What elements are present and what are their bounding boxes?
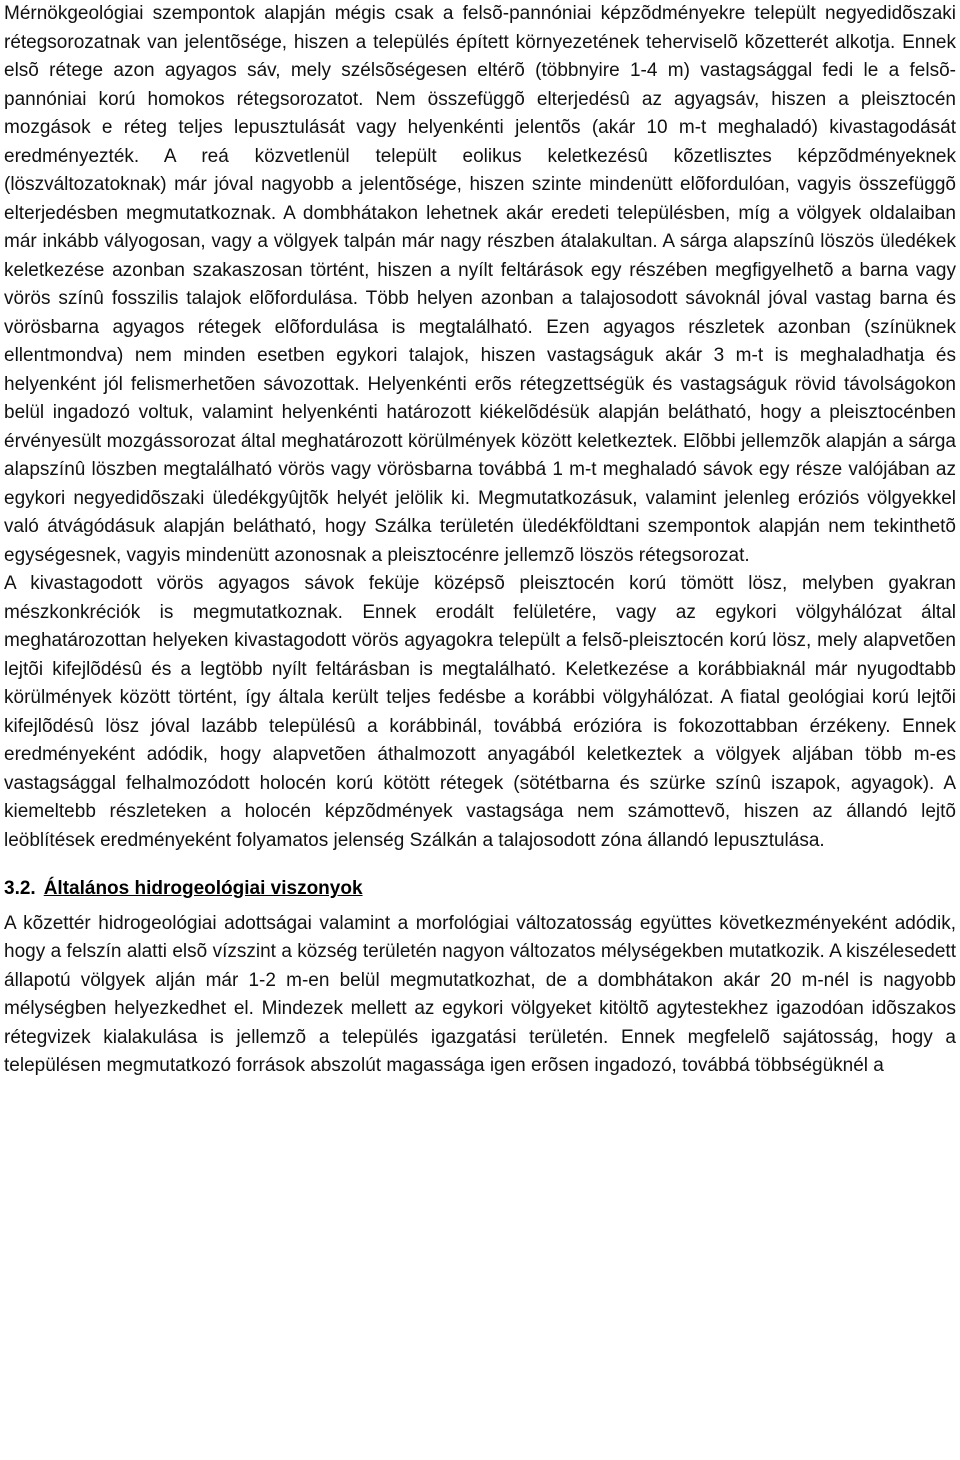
section-title: Általános hidrogeológiai viszonyok (43, 878, 363, 899)
section-number: 3.2. (4, 878, 36, 899)
section-heading (4, 875, 956, 904)
body-paragraph-2: A kivastagodott vörös agyagos sávok feküje középsõ pleisztocén korú tömött lösz, melyben gyakran mészkonkréciók is megmutatkoznak. Ennek erodált felületére, vagy az egykori völgyhálózat által meghatározottan helyeken kivastagodott vörös agyagokra települt a felsõ-pleisztocén korú lösz, mely alapvetõen lejtõi kifejlõdésû és a legtöbb nyílt feltárásban is megtalálható. Keletkezése a korábbiaknál már nyugodtabb körülmények között történt, így általa került teljes fedésbe a korábbi völgyhálózat. A fiatal geológiai korú lejtõi kifejlõdésû lösz jóval lazább településû a korábbinál, továbbá erózióra is fokozottabban érzékeny. Ennek eredményeként adódik, hogy alapvetõen áthalmozott anyagából keletkeztek a völgyek aljában több m-es vastagsággal felhalmozódott holocén korú kötött rétegek (sötétbarna és szürke színû iszapok, agyagok). A kiemeltebb részleteken a holocén képzõdmények vastagsága nem számottevõ, hiszen az állandó lejtõ leöblítések eredményeként folyamatos jelenség Szálkán a talajosodott zóna állandó lepusztulása. (4, 573, 956, 851)
body-paragraph-1: Mérnökgeológiai szempontok alapján mégis csak a felsõ-pannóniai képzõdményekre települt negyedidõszaki rétegsorozatnak van jelentõsége, hiszen a település épített környezetének teherviselõ kõzetterét alkotja. Ennek elsõ rétege azon agyagos sáv, mely szélsõségesen eltérõ (többnyire 1-4 m) vastagsággal fedi le a felsõ-pannóniai korú homokos rétegsorozatot. Nem összefüggõ elterjedésû az agyagsáv, hiszen a pleisztocén mozgások e réteg teljes lepusztulását vagy helyenkénti jelentõs (akár 10 m-t meghaladó) kivastagodását eredményezték. A reá közvetlenül települt eolikus keletkezésû kõzetlisztes képzõdményeknek (löszváltozatoknak) már jóval nagyobb a jelentõsége, hiszen szinte mindenütt elõfordulóan, vagyis összefüggõ elterjedésben megmutatkoznak. A dombhátakon lehetnek akár eredeti településben, míg a völgyek oldalaiban már inkább vályogosan, vagy a völgyek talpán már nagy részben átalakultan. A sárga alapszínû löszös üledékek keletkezése azonban szakaszosan történt, hiszen a nyílt feltárások egy részében megfigyelhetõ a barna vagy vörös színû fosszilis talajok elõfordulása. Több helyen azonban a talajosodott sávoknál jóval vastag barna és vörösbarna agyagos rétegek elõfordulása is megtalálható. Ezen agyagos részletek azonban (színüknek ellentmondva) nem minden esetben egykori talajok, hiszen vastagságuk akár 3 m-t is meghaladhatja és helyenként jól felismerhetõen sávozottak. Helyenkénti erõs rétegzettségük és vastagságuk rövid távolságokon belül ingadozó voltuk, valamint helyenkénti határozott kiékelõdésük alapján belátható, hogy a pleisztocénben érvényesült mozgássorozat által meghatározott körülmények között keletkeztek. Elõbbi jellemzõk alapján a sárga alapszínû löszben megtalálható vörös vagy vörösbarna továbbá 1 m-t meghaladó sávok egy része valójában az egykori negyedidõszaki üledékgyûjtõk helyét jelölik ki. Megmutatkozásuk, valamint jelenleg eróziós völgyekkel való átvágódásuk alapján belátható, hogy Szálka területén üledékföldtani szempontok alapján nem tekinthetõ egységesnek, vagyis mindenütt azonosnak a pleisztocénre jellemzõ löszös rétegsorozat. (4, 3, 956, 566)
body-paragraph-3: A kõzettér hidrogeológiai adottságai valamint a morfológiai változatosság együttes következményeként adódik, hogy a felszín alatti elsõ vízszint a község területén nagyon változatos mélységekben mutatkozik. A kiszélesedett állapotú völgyek alján már 1-2 m-en belül megmutatkozhat, de a dombhátakon akár 20 m-nél is nagyobb mélységben helyezkedhet el. Mindezek mellett az egykori völgyeket kitöltõ agytestekhez igazodóan idõszakos rétegvizek kialakulása is jellemzõ a település igazgatási területén. Ennek megfelelõ sajátosság, hogy a településen megmutatkozó források abszolút magassága igen erõsen ingadozó, továbbá többségüknél a (4, 912, 956, 1076)
